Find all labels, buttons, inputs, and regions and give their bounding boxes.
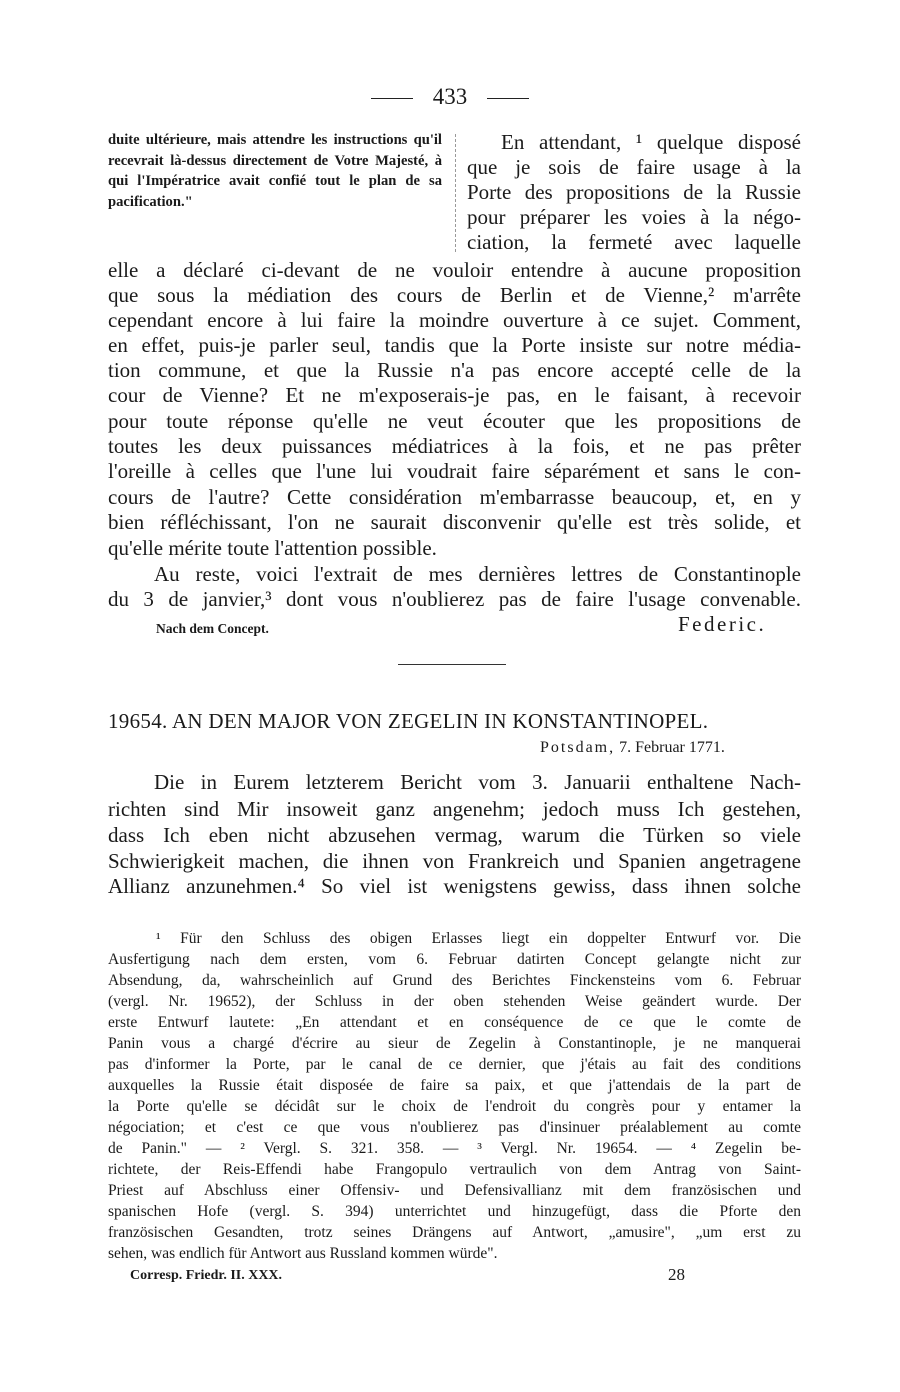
body-line: pour toute réponse qu'elle ne veut écouter que les propositions de — [108, 409, 801, 433]
body-line: toutes les deux puissances médiatrices à la fois, et ne pas prêter — [108, 434, 801, 458]
right-col-line: que je sois de faire usage à la — [467, 155, 801, 179]
right-col-line: Porte des propositions de la Russie — [467, 180, 801, 204]
body-line: que sous la médiation des cours de Berlin et de Vienne,² m'arrête — [108, 283, 801, 307]
letter-line: richten sind Mir insoweit ganz angenehm; jedoch muss Ich gestehen, — [108, 797, 801, 821]
page-number: 433 — [432, 84, 468, 109]
body-line: elle a déclaré ci-devant de ne vouloir entendre à aucune proposition — [108, 258, 801, 282]
footnote-line: sehen, was endlich für Antwort aus Russland kommen würde". — [108, 1245, 498, 1262]
quoted-passage: duite ultérieure, mais attendre les instructions qu'il recevrait là-dessus directement de Votre Majesté, à qui l'Impératrice avait confié tout le plan de sa pacification." — [108, 132, 442, 210]
letter-line: dass Ich eben nicht abzusehen vermag, warum die Türken so viele — [108, 823, 801, 847]
body-line: du 3 de janvier,³ dont vous n'oublierez pas de faire l'usage convenable. — [108, 587, 801, 611]
footnote-line: de Panin." — ² Vergl. S. 321. 358. — ³ Vergl. Nr. 19654. — ⁴ Zegelin be- — [108, 1140, 801, 1157]
footnote-line: la Porte qu'elle se décidât sur le choix de l'endroit du congrès pour y entamer la — [108, 1098, 801, 1115]
letter-line: Allianz anzunehmen.⁴ So viel ist wenigstens gewiss, dass ihnen solche — [108, 874, 801, 898]
footnote-line: richtete, der Reis-Effendi habe Frangopulo vertraulich von dem Antrag von Saint- — [108, 1161, 801, 1178]
footnote-line: négociation; et c'est ce que vous n'oublierez pas d'insinuer préalablement au comte — [108, 1119, 801, 1136]
body-line: cours de l'autre? Cette considération m'embarrasse beaucoup, et, en y — [108, 485, 801, 509]
body-line: qu'elle mérite toute l'attention possible. — [108, 536, 437, 560]
footnote-line: Priest auf Abschluss einer Offensiv- und Defensivallianz mit dem französischen und — [108, 1182, 801, 1199]
body-line: l'oreille à celles que l'une lui voudrait faire séparément et sans le con- — [108, 459, 801, 483]
source-note: Nach dem Concept. — [156, 621, 269, 636]
body-line: bien réfléchissant, l'on ne saurait disconvenir qu'elle est très solide, et — [108, 510, 801, 534]
body-line: tion commune, et que la Russie n'a pas encore accepté celle de la — [108, 358, 801, 382]
right-col-line: pour préparer les voies à la négo- — [467, 205, 801, 229]
letter-line: Die in Eurem letzterem Bericht vom 3. Januarii enthaltene Nach- — [154, 770, 801, 794]
footnote-line: erste Entwurf lautete: „En attendant et en conséquence de ce que le comte de — [108, 1014, 801, 1031]
right-column-text — [467, 130, 801, 255]
body-line: en effet, puis-je parler seul, tandis que la Porte insiste sur notre média- — [108, 333, 801, 357]
section-divider — [398, 664, 506, 665]
letter-place: Potsdam, — [540, 739, 616, 756]
signature: Federic. — [678, 612, 767, 636]
right-col-line: ciation, la fermeté avec laquelle — [467, 230, 801, 254]
footnote-line: auxquelles la Russie était disposée de faire sa paix, et que j'attendais de la part de — [108, 1077, 801, 1094]
footnote-line: Panin vous a chargé d'écrire au sieur de Zegelin à Constantinople, je ne manquerai — [108, 1035, 801, 1052]
letter-line: Schwierigkeit machen, die ihnen von Frankreich und Spanien angetragene — [108, 849, 801, 873]
place-date — [540, 739, 725, 757]
signature-mark: 28 — [668, 1265, 685, 1284]
letter-title: 19654. AN DEN MAJOR VON ZEGELIN IN KONSTANTINOPEL. — [108, 709, 709, 733]
footnote-line: Ausfertigung nach dem ersten, vom 6. Februar datirten Concept gelangte nicht zur — [108, 951, 801, 968]
header-dash-right — [487, 98, 529, 99]
body-line: cependant encore à lui faire la moindre ouverture à ce sujet. Comment, — [108, 308, 801, 332]
body-line: Au reste, voici l'extrait de mes dernières lettres de Constantinople — [154, 562, 801, 586]
footnote-line: Absendung, da, wahrscheinlich auf Grund des Berichtes Finckensteins vom 6. Februar — [108, 972, 801, 989]
footnote-line: spanischen Hofe (vergl. S. 394) unterrichtet und hinzugefügt, dass die Pforte den — [108, 1203, 801, 1220]
footer-citation: Corresp. Friedr. II. XXX. — [130, 1268, 283, 1283]
footnote-line: pas d'informer la Porte, par le canal de ce dernier, que j'étais au fait des conditions — [108, 1056, 801, 1073]
letter-date: 7. Februar 1771. — [619, 739, 725, 756]
body-line: cour de Vienne? Et ne m'exposerais-je pas, en le faisant, à recevoir — [108, 383, 801, 407]
footnote-line: französischen Gesandten, trotz seines Drängens auf Antwort, „amusire", „um erst zu — [108, 1224, 801, 1241]
page-header — [0, 84, 900, 110]
footnote-line: (vergl. Nr. 19652), der Schluss in der oben stehenden Weise geändert wurde. Der — [108, 993, 801, 1010]
column-divider — [455, 134, 456, 252]
footnote-line: ¹ Für den Schluss des obigen Erlasses liegt ein doppelter Entwurf vor. Die — [156, 930, 801, 947]
header-dash-left — [371, 98, 413, 99]
right-col-line: En attendant, ¹ quelque disposé — [501, 130, 801, 154]
